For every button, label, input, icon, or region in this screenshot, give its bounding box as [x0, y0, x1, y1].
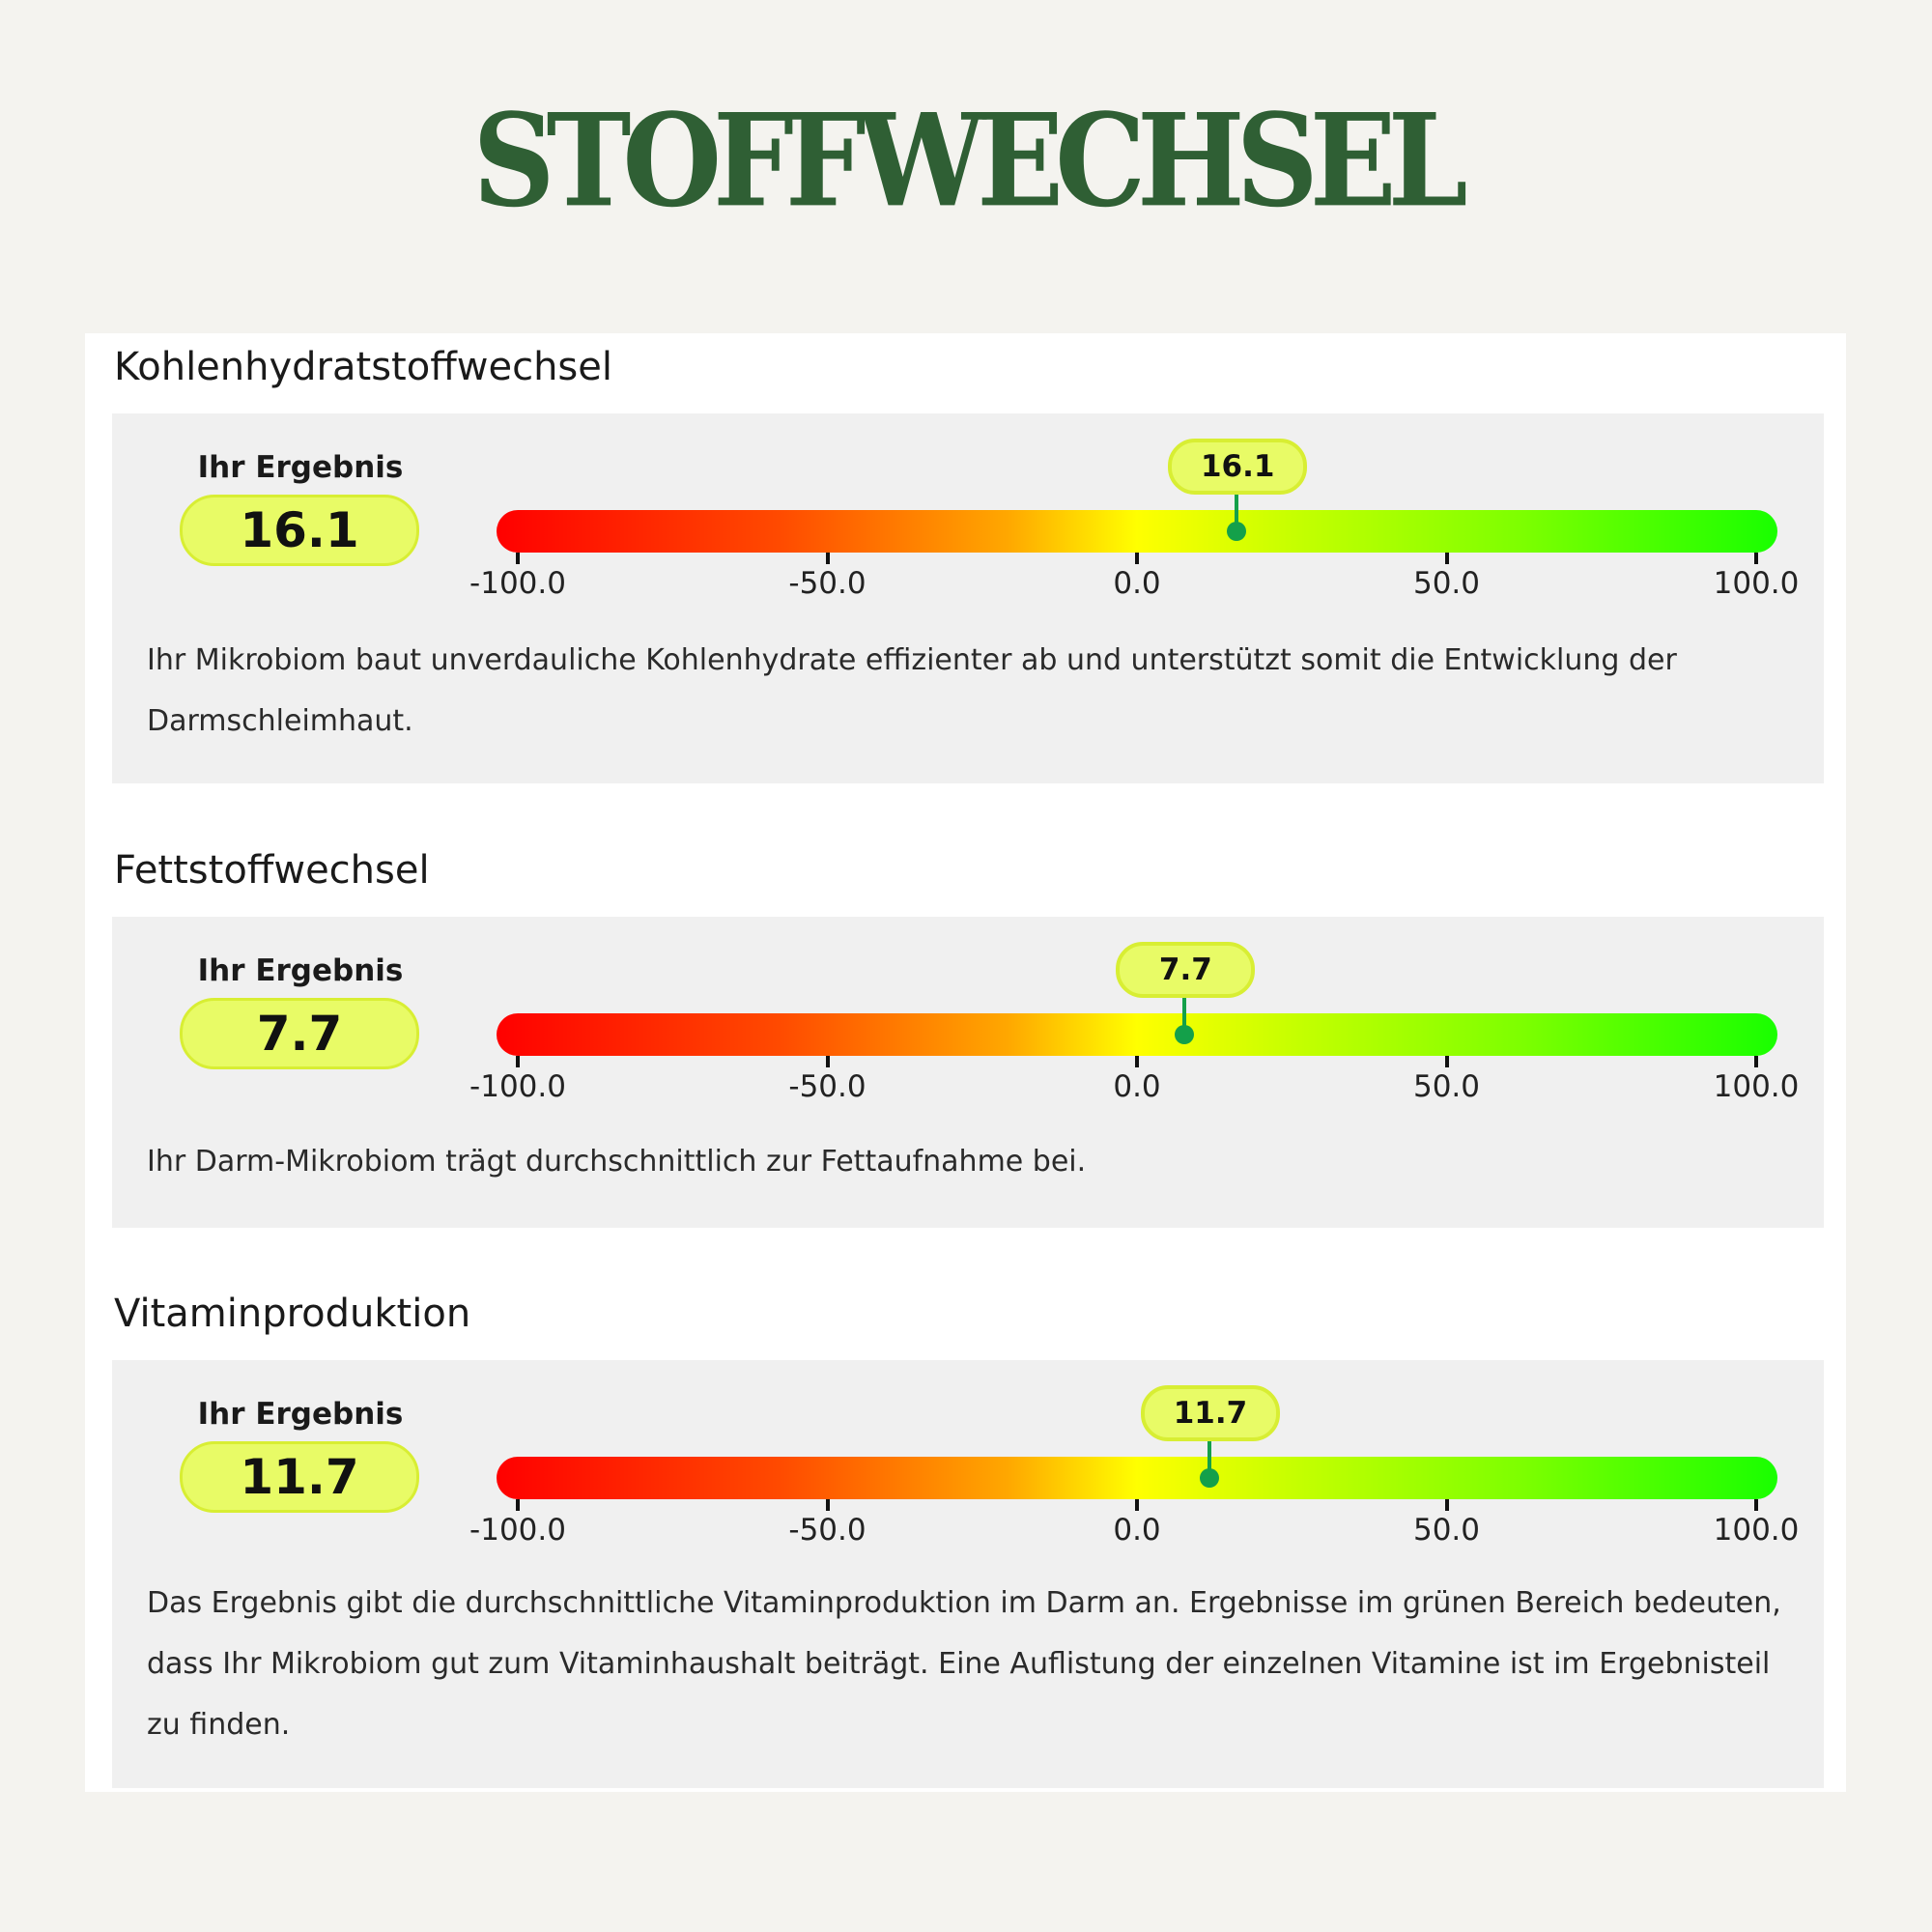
- result-value-pill: 7.7: [180, 998, 419, 1069]
- gauge-tick: [516, 553, 520, 564]
- gauge-tick: [1445, 553, 1449, 564]
- gauge-tick-label: -100.0: [469, 1513, 566, 1548]
- section-description: Das Ergebnis gibt die durchschnittliche Vitaminproduktion im Darm an. Ergebnisse im grünen Bereich bedeuten, dass Ihr Mikrobiom gut zum Vitaminhaushalt beiträgt. Eine Auflistung der einzelnen Vitamine ist im Ergebnisteil zu finden.: [147, 1586, 1781, 1742]
- gauge-tick: [1135, 1056, 1139, 1067]
- section-box-kohlenhydrat: [112, 413, 1824, 783]
- gauge-tick-label: -50.0: [788, 566, 867, 601]
- section-description: Ihr Darm-Mikrobiom trägt durchschnittlich zur Fettaufnahme bei.: [147, 1145, 1087, 1179]
- result-value-pill: 16.1: [180, 495, 419, 566]
- marker-value-pill: 16.1: [1168, 439, 1307, 495]
- marker-value-pill: 11.7: [1141, 1385, 1280, 1441]
- gauge-bar: [497, 1013, 1777, 1056]
- gauge-tick-label: 0.0: [1113, 566, 1161, 601]
- gauge-tick: [1754, 1056, 1758, 1067]
- result-label: Ihr Ergebnis: [197, 953, 404, 988]
- section-box-vitamin: [112, 1360, 1824, 1788]
- gauge-ticks: [469, 553, 1800, 611]
- section-title-fett: Fettstoffwechsel: [114, 848, 430, 893]
- result-label: Ihr Ergebnis: [197, 450, 404, 485]
- gauge-tick-label: -50.0: [788, 1069, 867, 1104]
- section-title-vitamin: Vitaminproduktion: [114, 1292, 471, 1336]
- gauge-tick-label: 100.0: [1713, 566, 1800, 601]
- section-box-fett: [112, 917, 1824, 1228]
- marker-dot: [1200, 1468, 1219, 1488]
- gauge-tick-label: 0.0: [1113, 1513, 1161, 1548]
- gauge-tick: [826, 553, 830, 564]
- gauge-tick-label: 0.0: [1113, 1069, 1161, 1104]
- result-label: Ihr Ergebnis: [197, 1397, 404, 1432]
- gauge-tick: [516, 1056, 520, 1067]
- gauge-tick-label: 50.0: [1412, 1069, 1481, 1104]
- gauge-tick: [1445, 1056, 1449, 1067]
- gauge-tick: [1754, 553, 1758, 564]
- marker-value-pill: 7.7: [1116, 942, 1255, 998]
- gauge-tick-label: 50.0: [1412, 566, 1481, 601]
- gauge-tick: [1135, 1499, 1139, 1511]
- gauge-tick: [826, 1499, 830, 1511]
- gauge-tick-label: 100.0: [1713, 1513, 1800, 1548]
- result-value-pill: 11.7: [180, 1441, 419, 1513]
- gauge-tick-label: 50.0: [1412, 1513, 1481, 1548]
- gauge-ticks: [469, 1499, 1800, 1557]
- gauge-tick-label: -100.0: [469, 1069, 566, 1104]
- gauge-tick: [1135, 553, 1139, 564]
- gauge-tick: [1754, 1499, 1758, 1511]
- results-panel: [85, 333, 1846, 1792]
- gauge-tick: [516, 1499, 520, 1511]
- gauge-bar: [497, 1457, 1777, 1499]
- gauge-tick-label: 100.0: [1713, 1069, 1800, 1104]
- gauge-tick-label: -100.0: [469, 566, 566, 601]
- gauge-tick-label: -50.0: [788, 1513, 867, 1548]
- page-title: STOFFWECHSEL: [472, 85, 1460, 236]
- section-description: Ihr Mikrobiom baut unverdauliche Kohlenhydrate effizienter ab und unterstützt somit die Entwicklung der Darmschleimhaut.: [147, 643, 1677, 738]
- gauge-tick: [1445, 1499, 1449, 1511]
- section-title-kohlenhydrat: Kohlenhydratstoffwechsel: [114, 345, 612, 389]
- gauge-ticks: [469, 1056, 1800, 1114]
- gauge-bar: [497, 510, 1777, 553]
- gauge-tick: [826, 1056, 830, 1067]
